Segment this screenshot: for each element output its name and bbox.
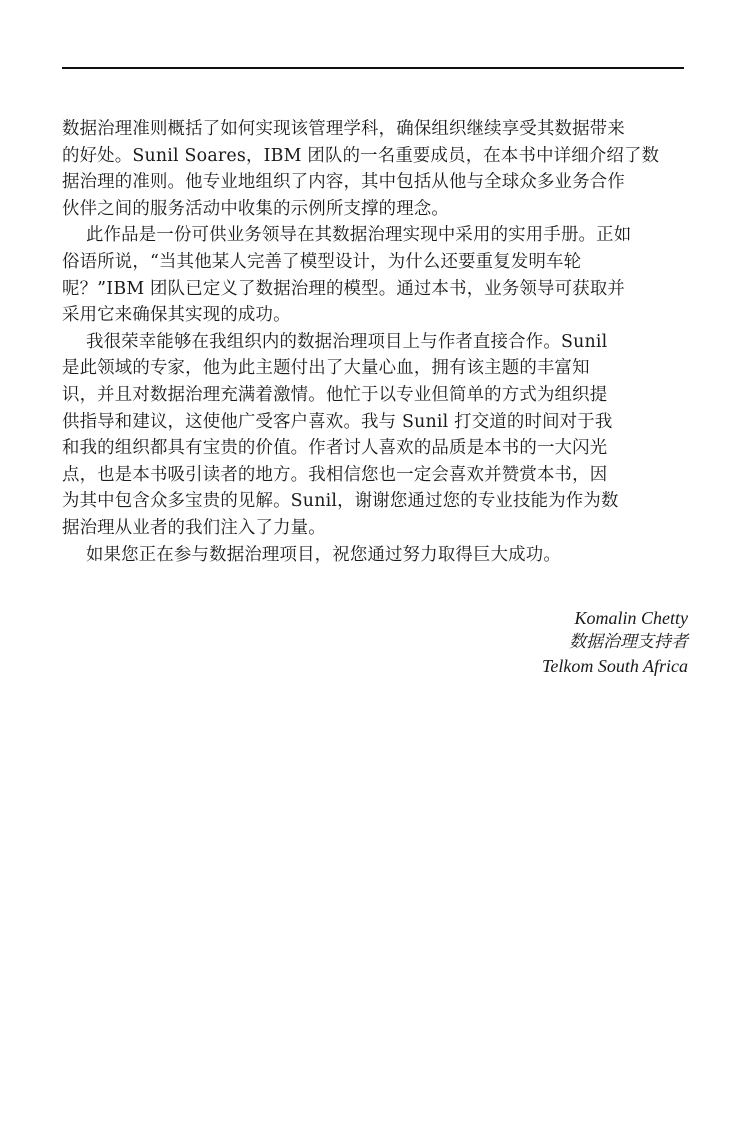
signature-title: 数据治理支持者 (569, 632, 688, 652)
text-line: 俗语所说，“当其他某人完善了模型设计，为什么还要重复发明车轮 (62, 251, 582, 272)
signature-block (542, 606, 688, 678)
text-line: 如果您正在参与数据治理项目，祝您通过努力取得巨大成功。 (86, 544, 561, 565)
text-line: 的好处。Sunil Soares，IBM 团队的一名重要成员，在本书中详细介绍了数 (62, 145, 660, 166)
text-line: 我很荣幸能够在我组织内的数据治理项目上与作者直接合作。Sunil (86, 331, 608, 352)
paragraph (62, 542, 684, 569)
text-line: 识，并且对数据治理充满着激情。他忙于以专业但简单的方式为组织提 (62, 384, 608, 405)
text-line: 是此领域的专家，他为此主题付出了大量心血，拥有该主题的丰富知 (62, 358, 590, 379)
text-line: 数据治理准则概括了如何实现该管理学科，确保组织继续享受其数据带来 (62, 119, 625, 139)
text-line: 据治理的准则。他专业地组织了内容，其中包括从他与全球众多业务合作 (62, 172, 625, 193)
text-line: 和我的组织都具有宝贵的价值。作者讨人喜欢的品质是本书的一大闪光 (62, 438, 608, 459)
text-line: 点，也是本书吸引读者的地方。我相信您也一定会喜欢并赞赏本书，因 (62, 464, 608, 485)
signature-name: Komalin Chetty (574, 608, 688, 628)
text-line: 伙伴之间的服务活动中收集的示例所支撑的理念。 (62, 198, 449, 219)
signature-organization: Telkom South Africa (541, 656, 688, 676)
paragraph (62, 329, 684, 542)
text-line: 供指导和建议，这使他广受客户喜欢。我与 Sunil 打交道的时间对于我 (62, 411, 613, 432)
text-line: 采用它来确保其实现的成功。 (62, 305, 291, 326)
body-text (62, 116, 684, 568)
paragraph (62, 222, 684, 328)
text-line: 呢？”IBM 团队已定义了数据治理的模型。通过本书，业务领导可获取并 (62, 278, 626, 299)
text-line: 据治理从业者的我们注入了力量。 (62, 517, 326, 538)
paragraph (62, 116, 684, 222)
text-line: 此作品是一份可供业务领导在其数据治理实现中采用的实用手册。正如 (86, 225, 632, 246)
text-line: 为其中包含众多宝贵的见解。Sunil，谢谢您通过您的专业技能为作为数 (62, 491, 619, 512)
header-rule (62, 67, 684, 69)
